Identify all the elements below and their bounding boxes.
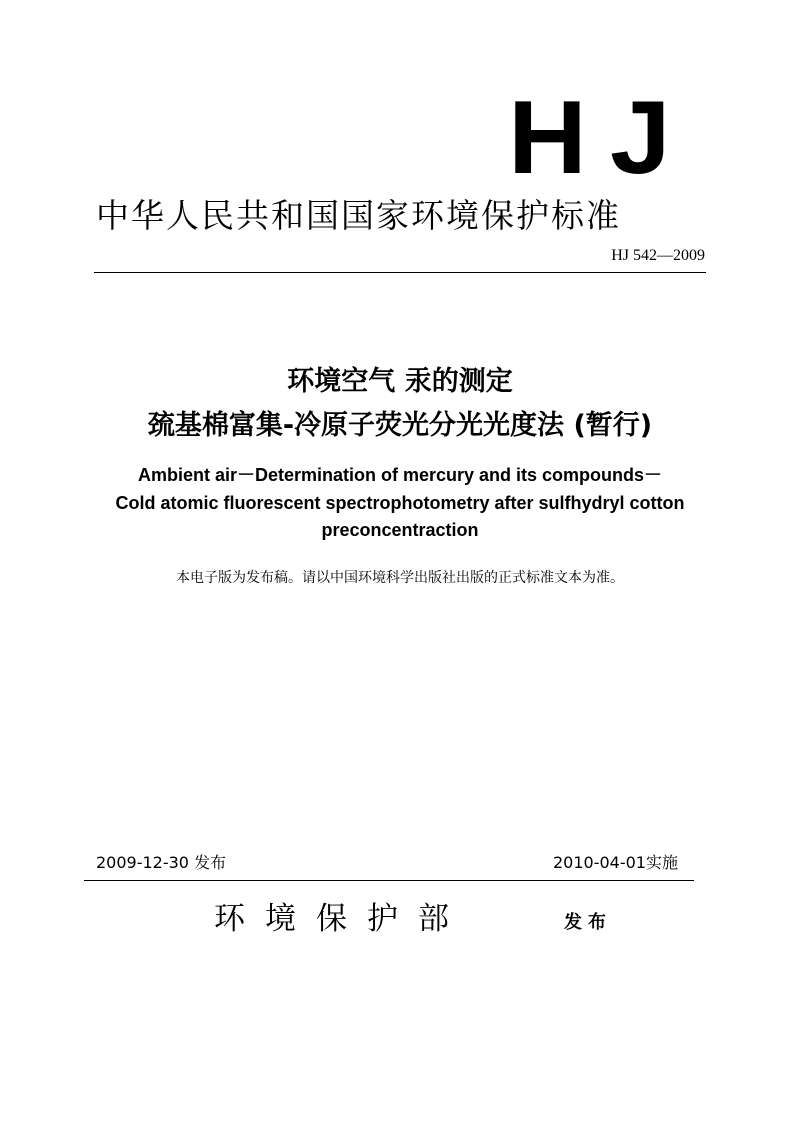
title-english-line-3: preconcentraction [321,520,479,540]
standard-organization-title: 中华人民共和国国家环境保护标准 [96,196,621,235]
hj-logo: HJ [508,80,694,196]
standard-code: HJ 542—2009 [611,247,705,264]
title-chinese-line-2: 巯基棉富集-冷原子荧光分光光度法 (暂行) [147,410,653,441]
title-english-line-1: Ambient air－Determination of mercury and its compounds－ [137,465,663,485]
electronic-version-notice: 本电子版为发布稿。请以中国环境科学出版社出版的正式标准文本为准。 [176,570,624,586]
header-divider [94,272,706,273]
title-english-line-2: Cold atomic fluorescent spectrophotometry after sulfhydryl cotton [115,493,685,513]
title-chinese-line-1: 环境空气 汞的测定 [287,366,513,397]
issue-date: 2009-12-30 发布 [96,853,227,872]
issuing-authority: 环境保护部 [214,901,469,937]
footer-divider [84,880,694,881]
issuing-authority-suffix: 发布 [564,912,612,933]
implementation-date: 2010-04-01实施 [553,853,678,872]
